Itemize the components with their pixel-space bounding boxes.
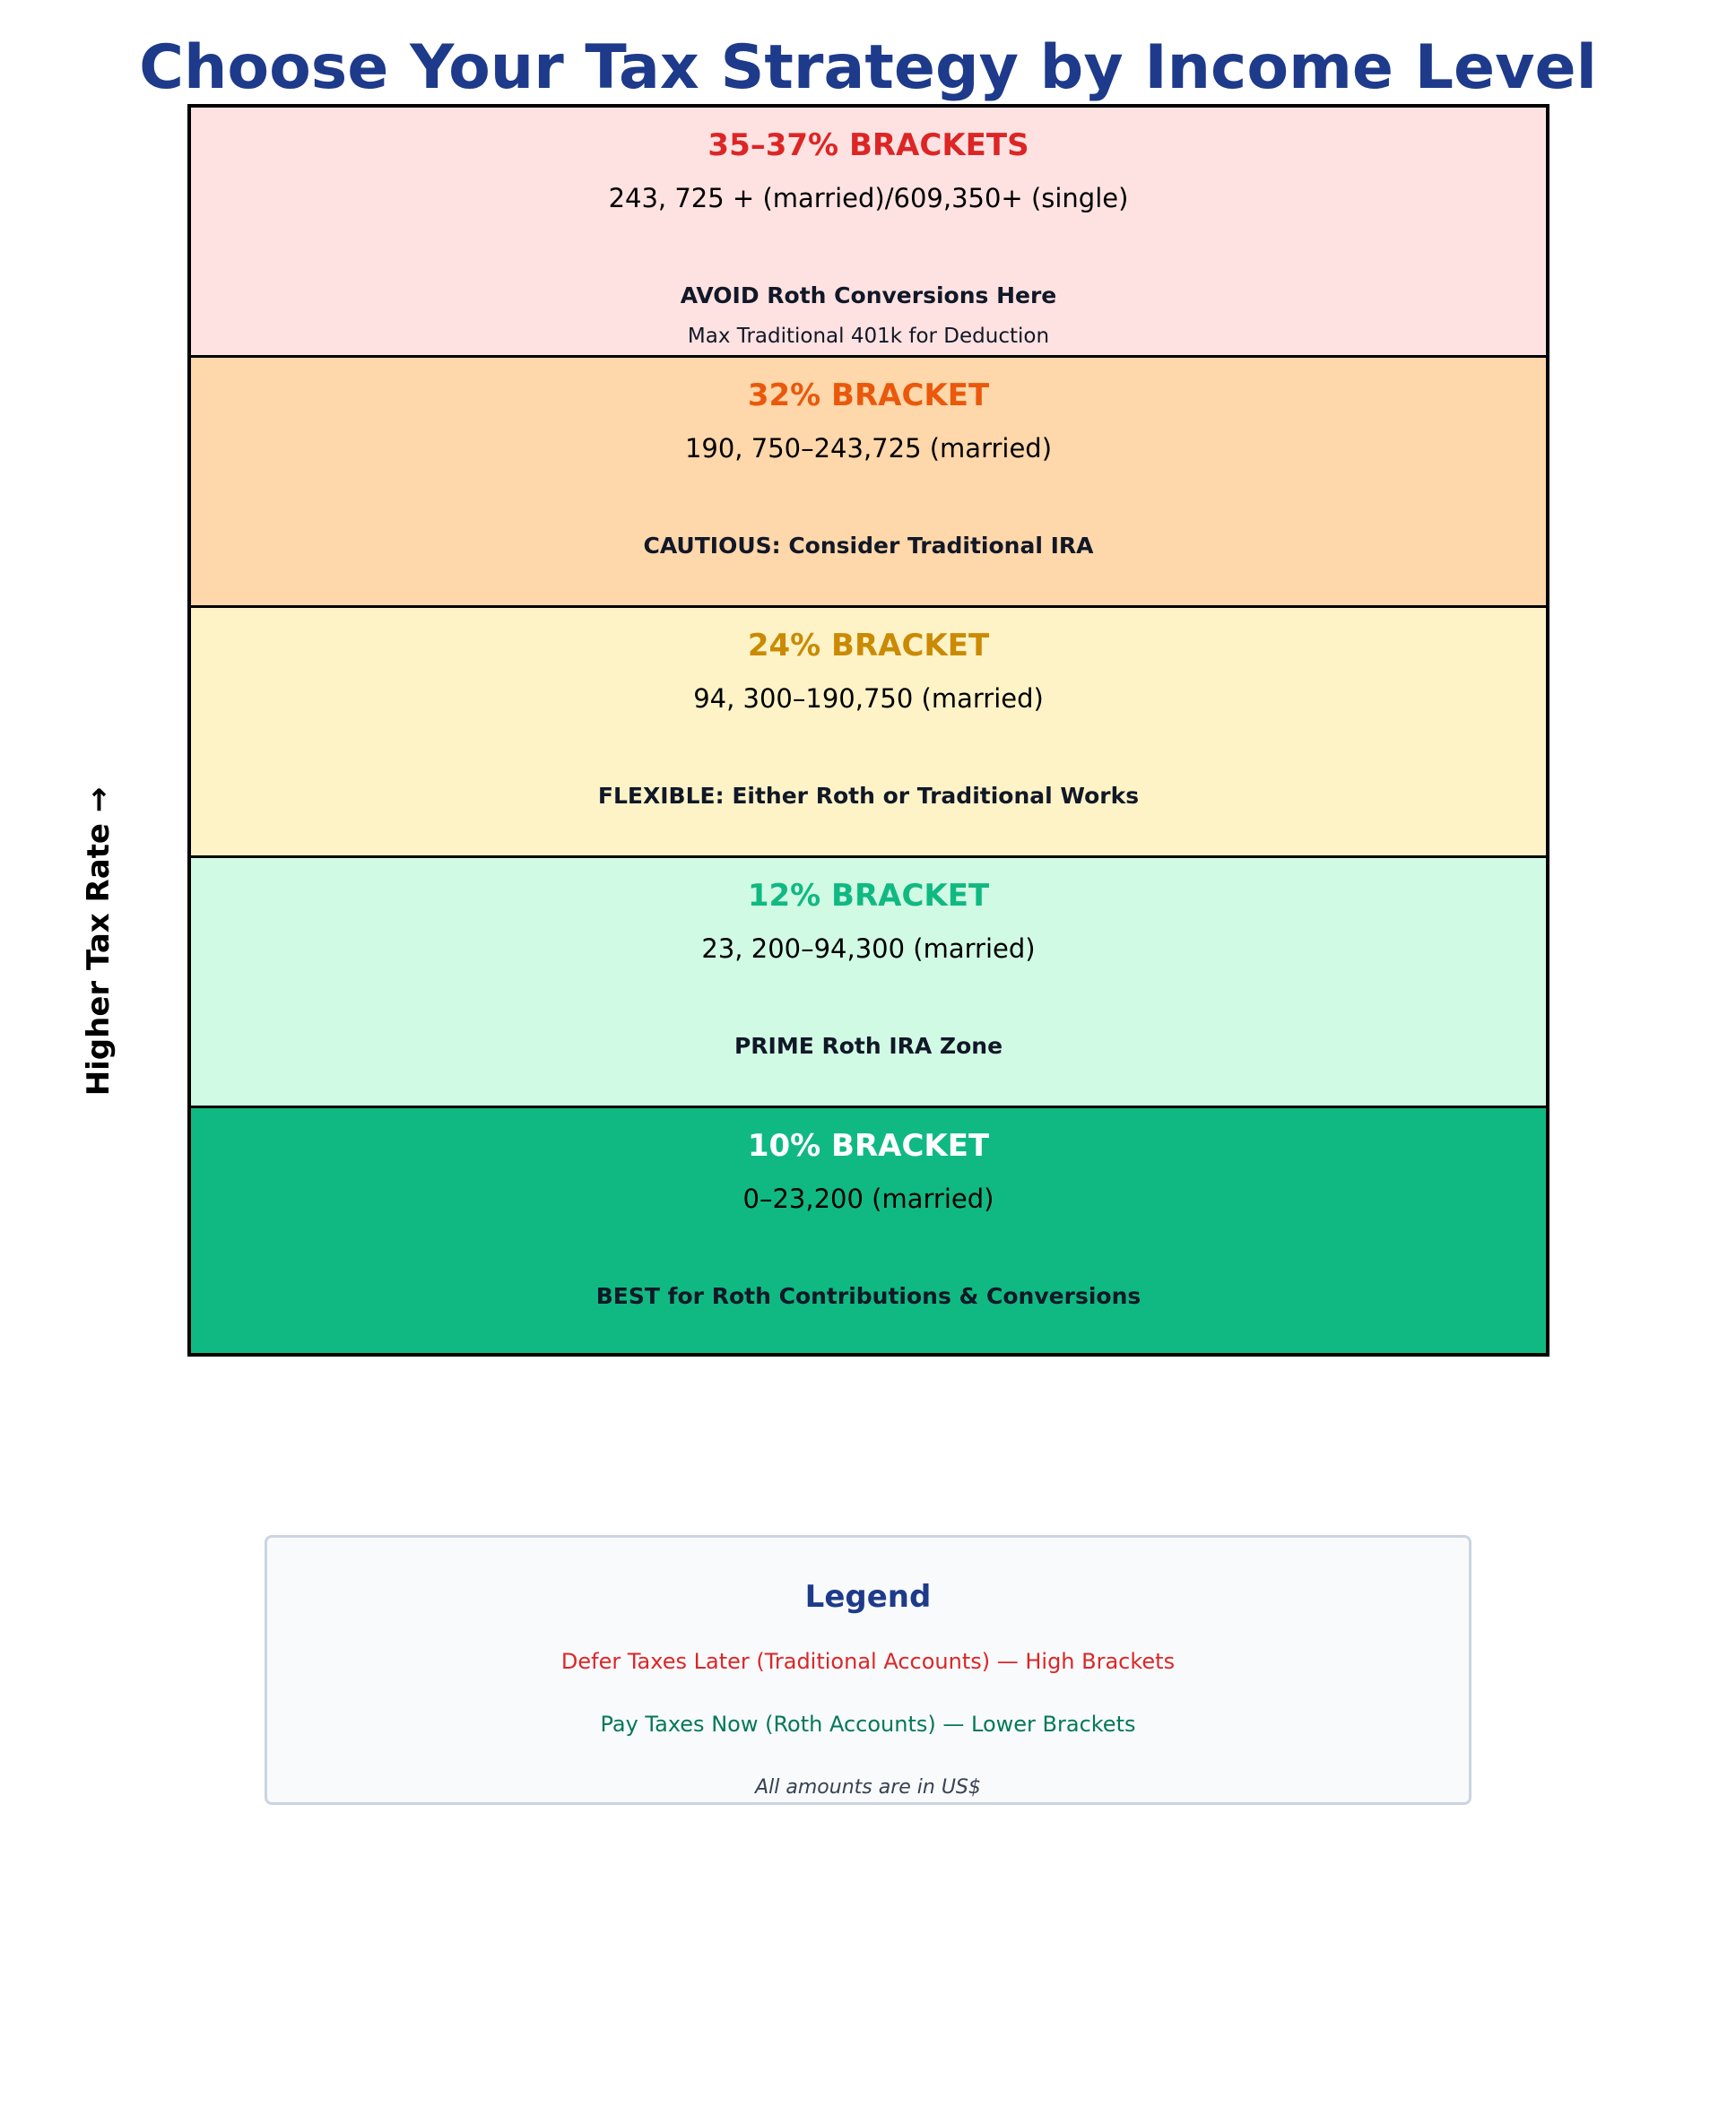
bracket-heading: 35–37% BRACKETS <box>707 127 1029 163</box>
bracket-stack <box>187 104 1549 1357</box>
bracket-heading: 10% BRACKET <box>747 1128 990 1164</box>
axis-label: Higher Tax Rate → <box>81 786 117 1097</box>
bracket-35-37 <box>191 108 1546 359</box>
bracket-heading: 24% BRACKET <box>747 628 990 664</box>
bracket-range: 0–23,200 (married) <box>742 1184 994 1214</box>
bracket-10 <box>191 1108 1546 1353</box>
bracket-strategy: CAUTIOUS: Consider Traditional IRA <box>643 533 1094 559</box>
bracket-range: 94, 300–190,750 (married) <box>693 683 1044 714</box>
bracket-strategy: PRIME Roth IRA Zone <box>733 1033 1003 1059</box>
bracket-strategy: FLEXIBLE: Either Roth or Traditional Works <box>597 783 1140 809</box>
bracket-heading: 12% BRACKET <box>747 878 990 914</box>
legend-title: Legend <box>804 1579 932 1615</box>
bracket-12 <box>191 858 1546 1109</box>
bracket-heading: 32% BRACKET <box>747 377 990 413</box>
bracket-range: 243, 725 + (married)/609,350+ (single) <box>608 183 1129 213</box>
bracket-32 <box>191 358 1546 609</box>
bracket-range: 190, 750–243,725 (married) <box>684 433 1053 464</box>
legend-box <box>265 1535 1471 1805</box>
bracket-range: 23, 200–94,300 (married) <box>701 933 1036 964</box>
legend-note: All amounts are in US$ <box>755 1776 981 1799</box>
bracket-strategy: AVOID Roth Conversions Here <box>680 282 1057 308</box>
page-title: Choose Your Tax Strategy by Income Level <box>139 32 1597 103</box>
legend-defer: Defer Taxes Later (Traditional Accounts) — High Brackets <box>560 1649 1176 1674</box>
legend-pay: Pay Taxes Now (Roth Accounts) — Lower Brackets <box>600 1712 1136 1737</box>
bracket-strategy: BEST for Roth Contributions & Conversions <box>595 1283 1141 1309</box>
bracket-note: Max Traditional 401k for Deduction <box>687 325 1050 348</box>
bracket-24 <box>191 608 1546 859</box>
